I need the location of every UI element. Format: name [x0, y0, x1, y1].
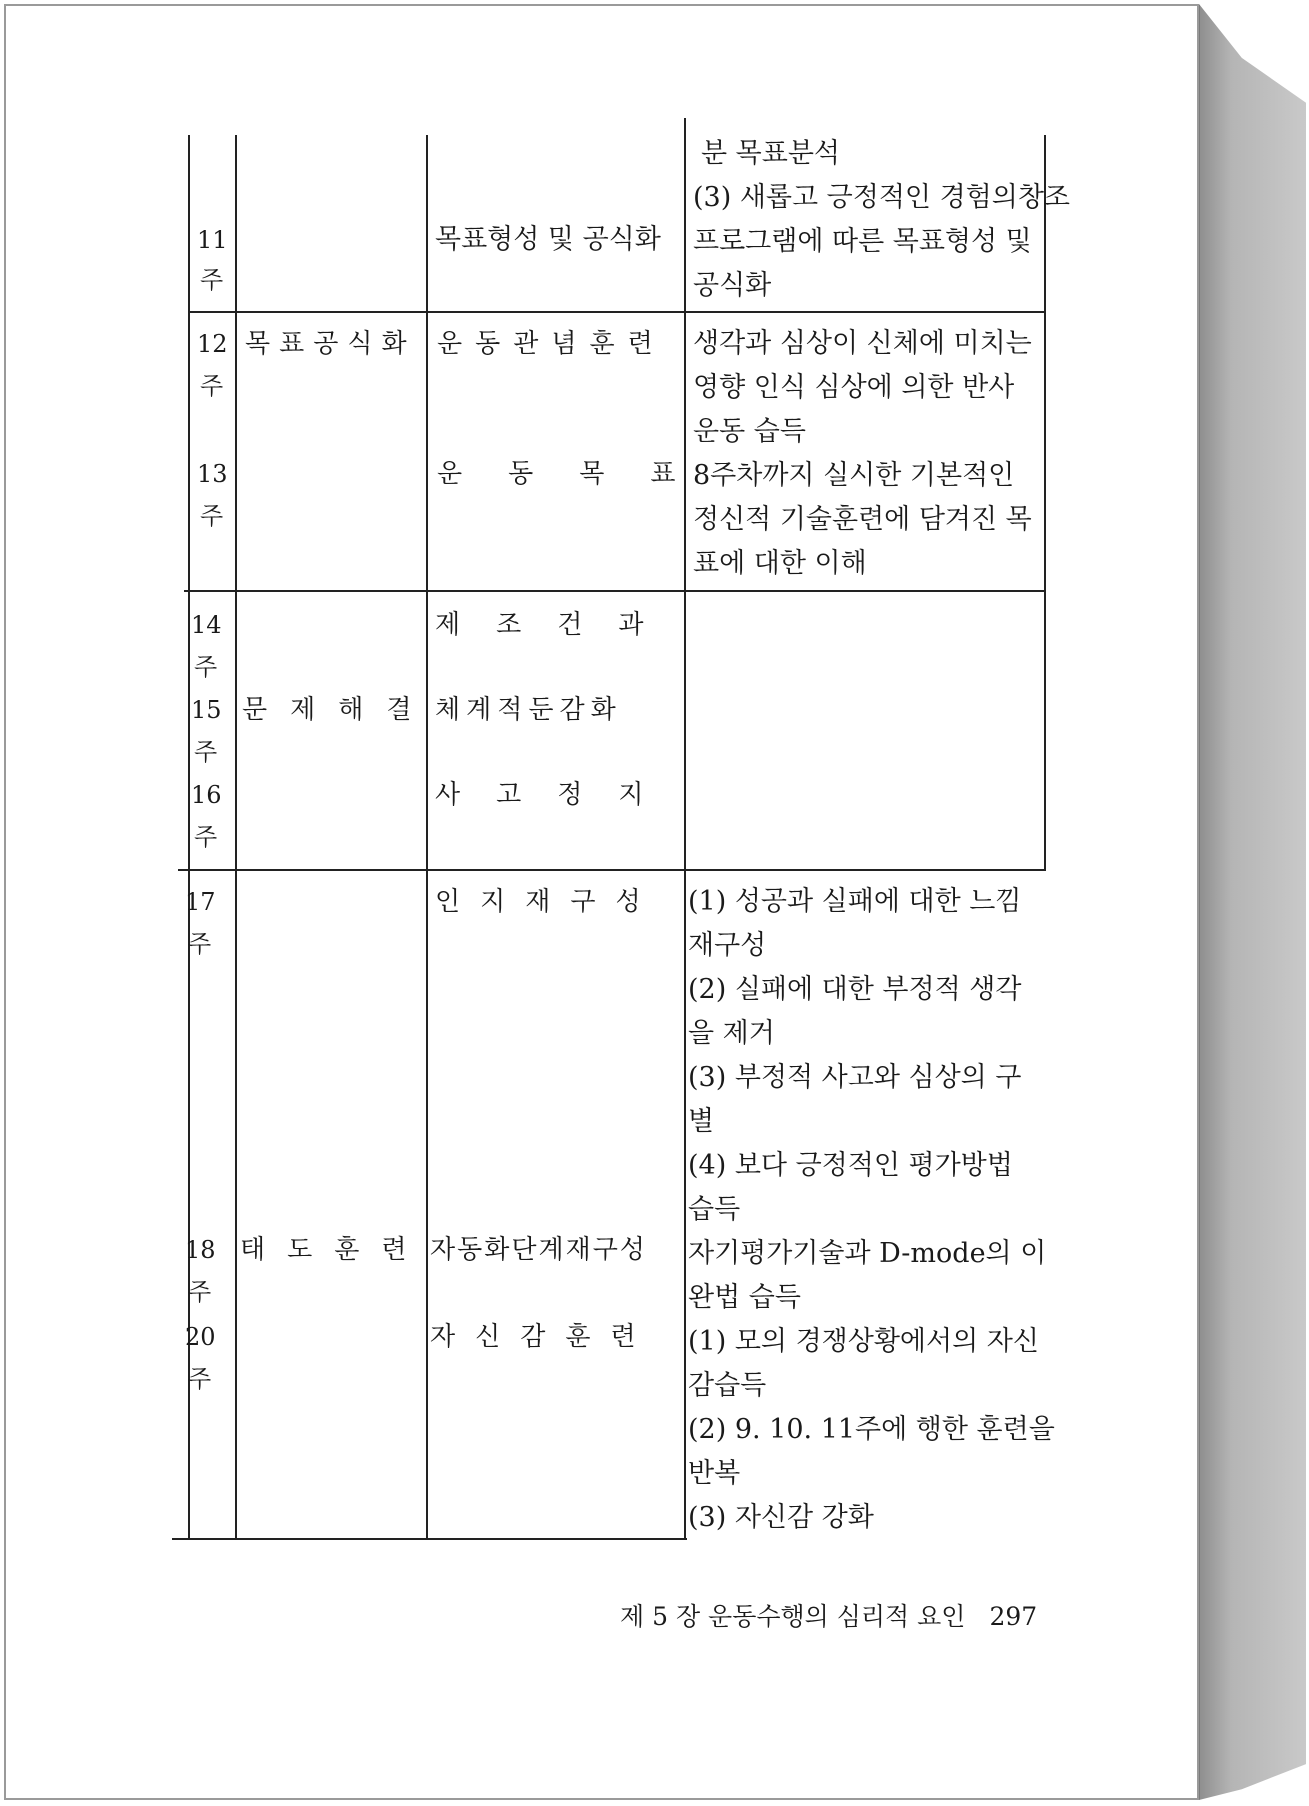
topic-text: 체계적둔감화 [435, 695, 622, 725]
week-number: 13 [197, 460, 228, 488]
week-number: 12 [197, 330, 228, 358]
content-line: (4) 보다 긍정적인 평가방법 [688, 1150, 1013, 1181]
week-number: 16 [191, 781, 222, 809]
content-line: 프로그램에 따른 목표형성 및 [693, 226, 1032, 257]
content-line: 감습득 [688, 1370, 767, 1401]
week-label: 주 [200, 266, 224, 294]
week-label: 주 [200, 502, 224, 530]
page-number: 297 [989, 1602, 1038, 1631]
week-number: 20 [185, 1323, 216, 1351]
table-row-divider [188, 311, 1046, 313]
topic-text: 제조건과 [435, 610, 680, 640]
week-number: 15 [191, 696, 222, 724]
content-line: (1) 성공과 실패에 대한 느낌 [688, 886, 1022, 917]
table-row-divider [178, 869, 1046, 871]
topic-text: 인지재구성 [435, 887, 661, 917]
content-line: (3) 새롭고 긍정적인 경험의창조 [693, 182, 1070, 213]
content-line: (2) 실패에 대한 부정적 생각 [688, 974, 1022, 1005]
content-cell [693, 322, 1032, 586]
content-line: 생각과 심상이 신체에 미치는 [693, 328, 1032, 359]
topic-text: 운동목표 [437, 459, 722, 489]
content-line: 분 목표분석 [701, 138, 840, 169]
content-cell [688, 880, 1055, 1540]
topic-text: 자동화단계재구성 [430, 1235, 647, 1265]
content-line: 별 [688, 1106, 715, 1137]
week-label: 주 [188, 930, 212, 958]
week-number: 14 [191, 611, 222, 639]
topic-text: 사고정지 [435, 780, 680, 810]
week-number: 18 [185, 1236, 216, 1264]
content-line: 재구성 [688, 930, 767, 961]
week-label: 주 [194, 653, 218, 681]
content-line: 완법 습득 [688, 1282, 801, 1313]
table-divider-stage [426, 135, 428, 1540]
table-row-divider [184, 590, 1046, 592]
table-divider-week [235, 135, 237, 1540]
stage-label: 문제해결 [242, 695, 435, 725]
week-number: 17 [185, 888, 216, 916]
table-divider-topic [684, 118, 686, 1540]
week-label: 주 [188, 1365, 212, 1393]
content-line: (2) 9. 10. 11주에 행한 훈련을 [688, 1414, 1055, 1445]
stage-label: 목표공식화 [245, 329, 416, 359]
content-line: 을 제거 [688, 1018, 775, 1049]
content-line: 정신적 기술훈련에 담겨진 목 [693, 504, 1032, 535]
content-line: 운동 습득 [693, 416, 806, 447]
content-line: 공식화 [693, 270, 772, 301]
book-spine [1199, 4, 1306, 1800]
week-label: 주 [194, 823, 218, 851]
chapter-title: 제 5 장 운동수행의 심리적 요인 [620, 1602, 966, 1631]
content-line: (3) 부정적 사고와 심상의 구 [688, 1062, 1022, 1093]
week-label: 주 [194, 738, 218, 766]
content-line: 반복 [688, 1458, 741, 1489]
content-line: (3) 자신감 강화 [688, 1502, 874, 1533]
week-label: 주 [200, 372, 224, 400]
content-line: (1) 모의 경쟁상황에서의 자신 [688, 1326, 1039, 1357]
week-number: 11 [197, 226, 228, 254]
running-footer [620, 1597, 1037, 1633]
content-line: 8주차까지 실시한 기본적인 [693, 460, 1015, 491]
content-line: 영향 인식 심상에 의한 반사 [693, 372, 1015, 403]
content-cell [693, 132, 1070, 308]
content-line: 습득 [688, 1194, 741, 1225]
content-line: 표에 대한 이해 [693, 548, 867, 579]
table-bottom-border [172, 1538, 687, 1540]
topic-text: 목표형성 및 공식화 [435, 224, 661, 255]
stage-label: 태도훈련 [240, 1235, 429, 1265]
week-label: 주 [188, 1278, 212, 1306]
topic-text: 자신감훈련 [430, 1322, 656, 1352]
topic-text: 운동관념훈련 [437, 329, 666, 359]
content-line: 자기평가기술과 D-mode의 이 [688, 1238, 1047, 1269]
